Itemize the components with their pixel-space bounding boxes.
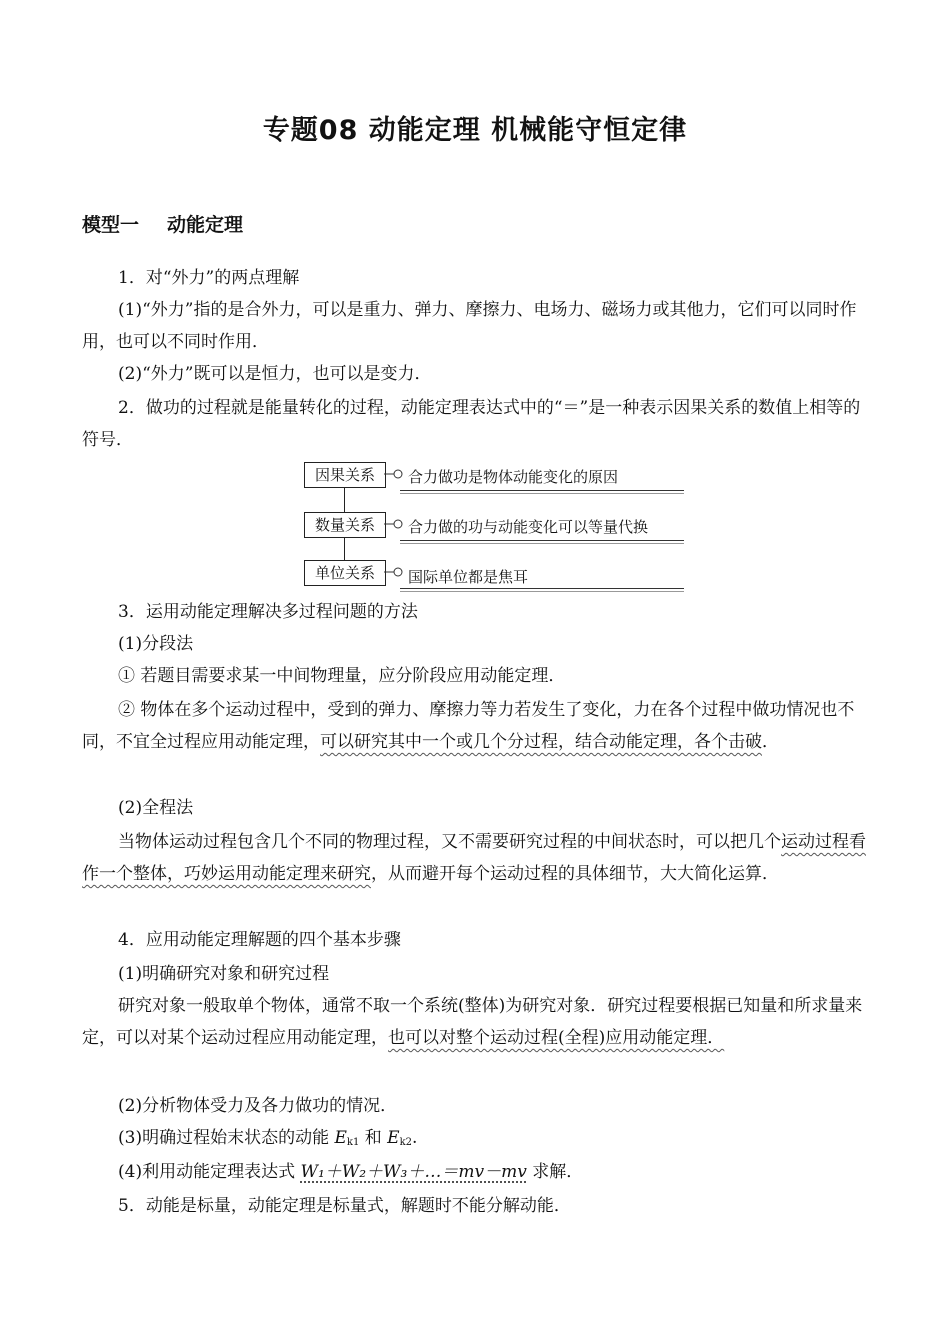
point-3-heading: 3．运用动能定理解决多过程问题的方法	[118, 602, 418, 622]
method-segment: (1)分段法	[118, 634, 194, 654]
ek2-subscript: k2	[399, 1137, 412, 1148]
point-1-2: (2)“外力”既可以是恒力，也可以是变力．	[118, 364, 432, 384]
whole-end: ，从而避开每个运动过程的具体细节，大大简化运算．	[371, 864, 779, 884]
point-5: 5．动能是标量，动能定理是标量式，解题时不能分解动能．	[118, 1196, 571, 1216]
segment-step-1: ① 若题目需要求某一中间物理量，应分阶段应用动能定理．	[118, 666, 566, 686]
step-1: (1)明确研究对象和研究过程	[118, 964, 330, 984]
segment-step-2-emphasis: 可以研究其中一个或几个分过程，结合动能定理，各个击破	[320, 732, 762, 752]
relation-diagram	[300, 458, 690, 593]
point-1-1: (1)“外力”指的是合外力，可以是重力、弹力、摩擦力、电场力、磁场力或其他力，它们可以同时作用，也可以不同时作用．	[82, 300, 857, 352]
point-1-heading: 1．对“外力”的两点理解	[118, 268, 300, 288]
method-whole: (2)全程法	[118, 798, 194, 818]
step-2: (2)分析物体受力及各力做功的情况．	[118, 1096, 398, 1116]
ek1-symbol: E	[334, 1128, 347, 1148]
step-3-and: 和	[359, 1128, 388, 1148]
item-unit: 国际单位都是焦耳	[408, 568, 529, 586]
hook-icon	[384, 566, 406, 578]
ek2-symbol: E	[387, 1128, 400, 1148]
item-underline	[400, 540, 684, 544]
item-underline	[400, 490, 684, 494]
hook-icon	[384, 518, 406, 530]
box-causal: 因果关系	[304, 462, 386, 488]
work-energy-formula: W₁＋W₂＋W₃＋…＝mv－mv	[300, 1162, 527, 1182]
step-3	[82, 1122, 870, 1159]
step-4-text: (4)利用动能定理表达式	[118, 1162, 301, 1182]
step-1-emphasis: 也可以对整个运动过程(全程)应用动能定理．	[388, 1028, 725, 1048]
step-4	[82, 1156, 870, 1188]
whole-description	[82, 826, 870, 890]
whole-emphasis: 运动过程看作一个整体，巧妙运用动能定理来研究	[82, 832, 866, 884]
step-4-end: 求解．	[526, 1162, 584, 1182]
section-heading	[82, 210, 243, 237]
segment-step-2-end: ．	[762, 732, 779, 752]
step-3-end: .	[411, 1128, 418, 1148]
segment-step-2	[82, 694, 870, 758]
step-1-text: 研究对象一般取单个物体，通常不取一个系统(整体)为研究对象．研究过程要根据已知量和所求量来定，可以对某个运动过程应用动能定理，	[82, 996, 863, 1048]
whole-text: 当物体运动过程包含几个不同的物理过程，又不需要研究过程的中间状态时，可以把几个	[118, 832, 781, 852]
box-unit: 单位关系	[304, 560, 386, 586]
item-quantity: 合力做的功与动能变化可以等量代换	[408, 518, 649, 536]
point-4-heading: 4．应用动能定理解题的四个基本步骤	[118, 930, 401, 950]
hook-icon	[384, 468, 406, 480]
page-title: 专题08 动能定理 机械能守恒定律	[262, 115, 688, 146]
section-number: 模型一	[82, 214, 140, 236]
point-2: 2．做功的过程就是能量转化的过程，动能定理表达式中的“＝”是一种表示因果关系的数值上相等的符号．	[82, 398, 861, 450]
step-3-text: (3)明确过程始末状态的动能	[118, 1128, 335, 1148]
item-underline	[400, 588, 684, 592]
ek1-subscript: k1	[346, 1137, 360, 1148]
step-1-description	[82, 990, 870, 1054]
segment-step-2-text: ② 物体在多个运动过程中，受到的弹力、摩擦力等力若发生了变化，力在各个过程中做功情况也不同，不宜全过程应用动能定理，	[82, 700, 855, 752]
item-causal: 合力做功是物体动能变化的原因	[408, 468, 619, 486]
section-name: 动能定理	[167, 214, 244, 236]
box-quantity: 数量关系	[304, 512, 386, 538]
